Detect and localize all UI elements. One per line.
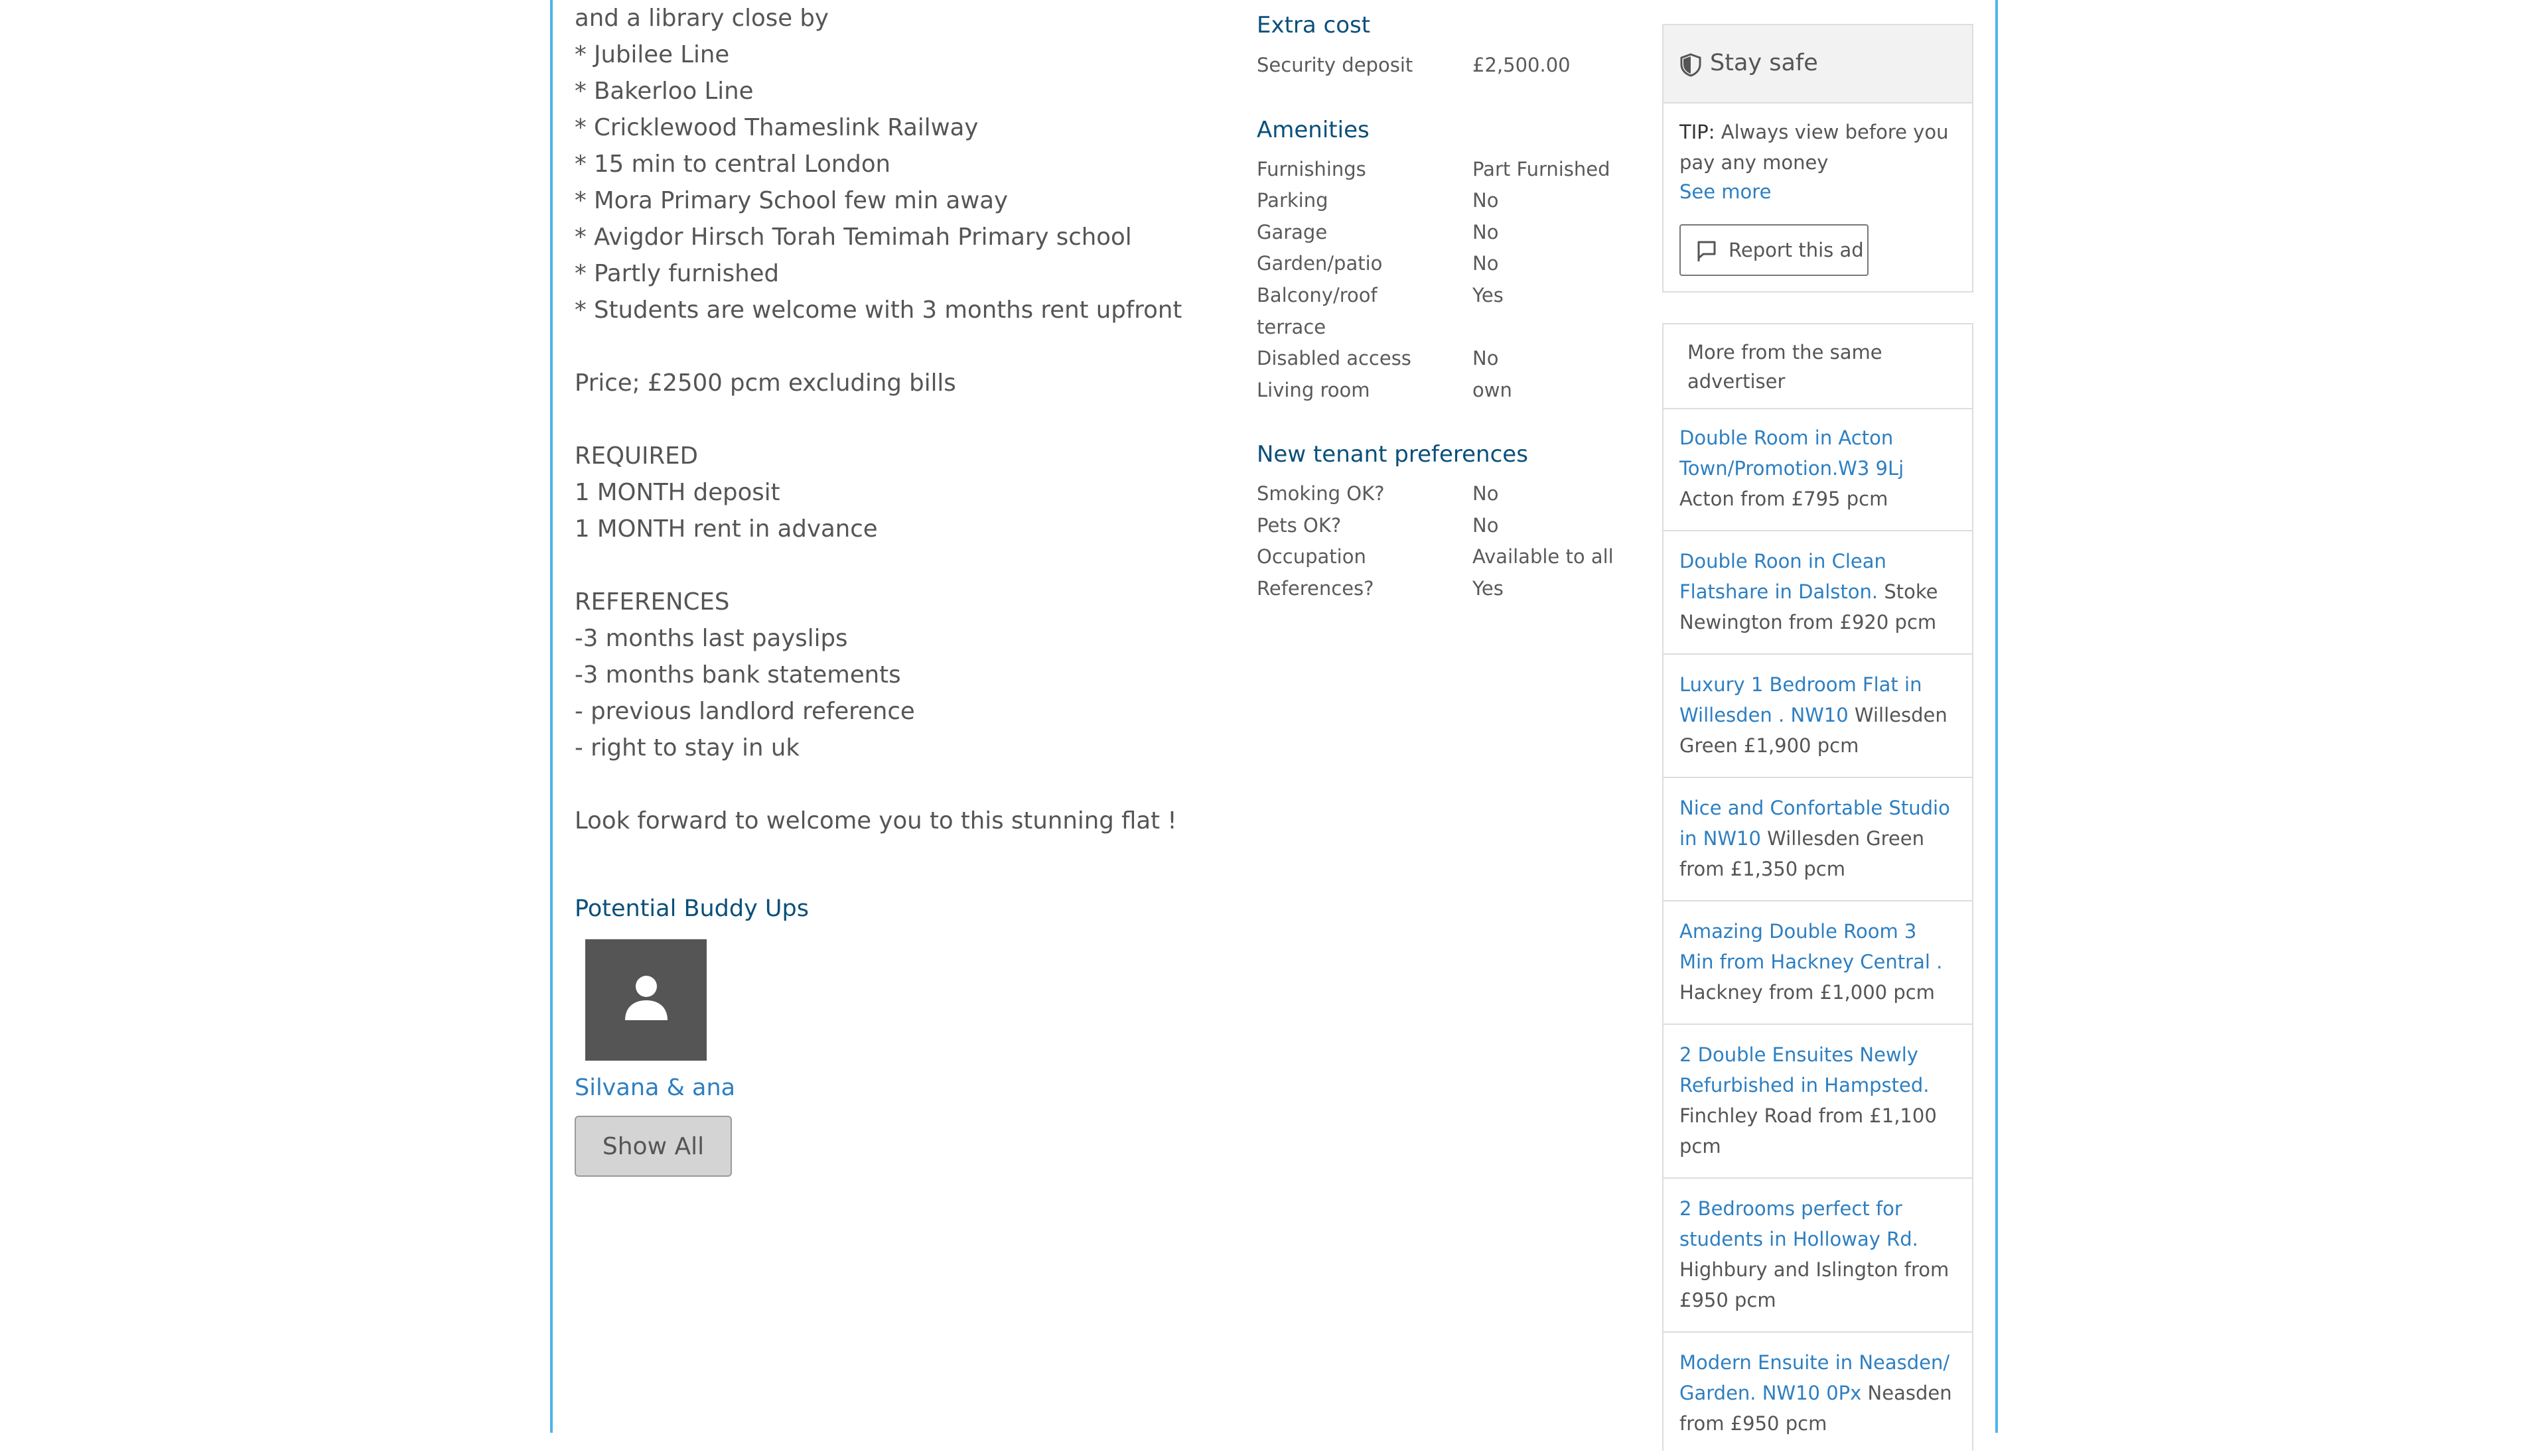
advertiser-listing-detail: Neasden from £950 pcm [1679,1382,1952,1435]
detail-key: Occupation [1257,545,1366,568]
detail-value: own [1472,379,1512,401]
report-ad-label: Report this ad [1729,239,1864,261]
description-line [575,766,1238,803]
advertiser-listing-detail: Willesden Green £1,900 pcm [1679,704,1947,757]
stay-safe-panel [1662,24,1973,293]
advertiser-listing [1663,408,1972,531]
advertiser-listing-detail: Acton from £795 pcm [1679,488,1888,510]
description-line: * Students are welcome with 3 months rent upfront [575,297,1182,324]
tip-label: TIP: [1679,121,1715,143]
description-line: -3 months bank statements [575,661,901,689]
description-line [575,401,1238,438]
description-line: * Mora Primary School few min away [575,187,1009,214]
advertiser-listing-detail: Stoke Newington from £920 pcm [1679,580,1938,633]
advertiser-listing [1663,1179,1972,1333]
listing-description [575,0,1238,839]
detail-key: Garage [1257,221,1328,243]
advertiser-listing-link[interactable]: Luxury 1 Bedroom Flat in Willesden . NW10 [1679,673,1922,726]
advertiser-listing-detail: Willesden Green from £1,350 pcm [1679,827,1924,880]
advertiser-listing [1663,1025,1972,1179]
see-more-link[interactable]: See more [1679,180,1772,203]
detail-key: Garden/patio [1257,252,1383,275]
report-ad-button[interactable] [1679,224,1869,276]
detail-key: Living room [1257,379,1370,401]
detail-key: Parking [1257,189,1328,212]
stay-safe-title: Stay safe [1710,50,1818,76]
detail-value: No [1472,189,1499,212]
advertiser-listing [1663,655,1972,778]
tenant-preferences-heading: New tenant preferences [1257,441,1528,468]
description-line: REQUIRED [575,442,698,470]
detail-value: £2,500.00 [1472,54,1571,76]
detail-value: No [1472,252,1499,275]
description-line: REFERENCES [575,588,730,616]
description-line: * Partly furnished [575,260,779,287]
description-line: 1 MONTH rent in advance [575,515,878,543]
detail-value: No [1472,482,1499,505]
advertiser-listing-link[interactable]: Modern Ensuite in Neasden/ Garden. NW10 0Px [1679,1351,1950,1404]
detail-value: Part Furnished [1472,158,1610,180]
amenities-heading: Amenities [1257,117,1370,143]
detail-value: Yes [1472,577,1504,600]
shield-icon [1679,53,1702,77]
advertiser-listing-link[interactable]: Nice and Confortable Studio in NW10 [1679,797,1950,850]
detail-value: No [1472,221,1499,243]
description-line: Price; £2500 pcm excluding bills [575,369,956,397]
description-line: * Bakerloo Line [575,78,754,105]
advertiser-listing-detail: Highbury and Islington from £950 pcm [1679,1258,1949,1311]
description-line: - right to stay in uk [575,734,800,761]
description-line [575,547,1238,584]
show-all-button[interactable]: Show All [575,1116,732,1177]
flag-icon [1695,240,1718,263]
buddy-avatar[interactable] [585,939,707,1061]
detail-key: Pets OK? [1257,514,1342,537]
detail-key: Security deposit [1257,54,1413,76]
advertiser-listing [1663,531,1972,655]
user-icon [620,972,673,1026]
advertiser-listing-link[interactable]: 2 Double Ensuites Newly Refurbished in Hampsted. [1679,1043,1930,1096]
buddy-ups-heading: Potential Buddy Ups [575,895,809,922]
stay-safe-header [1663,25,1972,103]
buddy-name-link[interactable]: Silvana & ana [575,1075,736,1101]
advertiser-listing-link[interactable]: Double Roon in Clean Flatshare in Dalston. [1679,550,1886,603]
advertiser-listing-detail: Finchley Road from £1,100 pcm [1679,1104,1937,1158]
description-line: * Jubilee Line [575,41,730,68]
detail-value: No [1472,347,1499,369]
detail-key: Smoking OK? [1257,482,1385,505]
more-from-advertiser-title: More from the same advertiser [1687,341,1882,393]
advertiser-listing-link[interactable]: Amazing Double Room 3 Min from Hackney Central . [1679,920,1943,973]
detail-value: Yes [1472,284,1504,306]
description-line [575,328,1238,365]
description-line: 1 MONTH deposit [575,479,780,506]
advertiser-listing [1663,778,1972,901]
detail-value: No [1472,514,1499,537]
advertiser-listing-detail: Hackney from £1,000 pcm [1679,981,1935,1004]
detail-value: Available to all [1472,545,1614,568]
description-line: * Cricklewood Thameslink Railway [575,114,979,141]
advertiser-listing [1663,1333,1972,1456]
advertiser-listing-link[interactable]: 2 Bedrooms perfect for students in Holloway Rd. [1679,1197,1918,1250]
extra-cost-heading: Extra cost [1257,12,1371,38]
description-line: - previous landlord reference [575,698,915,725]
safety-tip [1679,117,1965,178]
description-line: Look forward to welcome you to this stunning flat ! [575,807,1177,834]
detail-key: terrace [1257,316,1326,338]
detail-key: Furnishings [1257,158,1366,180]
detail-key: Balcony/roof [1257,284,1378,306]
description-line: * 15 min to central London [575,151,891,178]
tip-text: Always view before you pay any money [1679,121,1949,174]
more-from-advertiser-panel [1662,323,1973,1451]
description-line: * Avigdor Hirsch Torah Temimah Primary school [575,224,1132,251]
description-line: and a library close by [575,5,829,32]
description-line: -3 months last payslips [575,625,848,652]
advertiser-listing-link[interactable]: Double Room in Acton Town/Promotion.W3 9Lj [1679,427,1904,480]
detail-key: Disabled access [1257,347,1411,369]
advertiser-listing [1663,901,1972,1025]
more-from-advertiser-header [1663,324,1972,409]
detail-key: References? [1257,577,1374,600]
